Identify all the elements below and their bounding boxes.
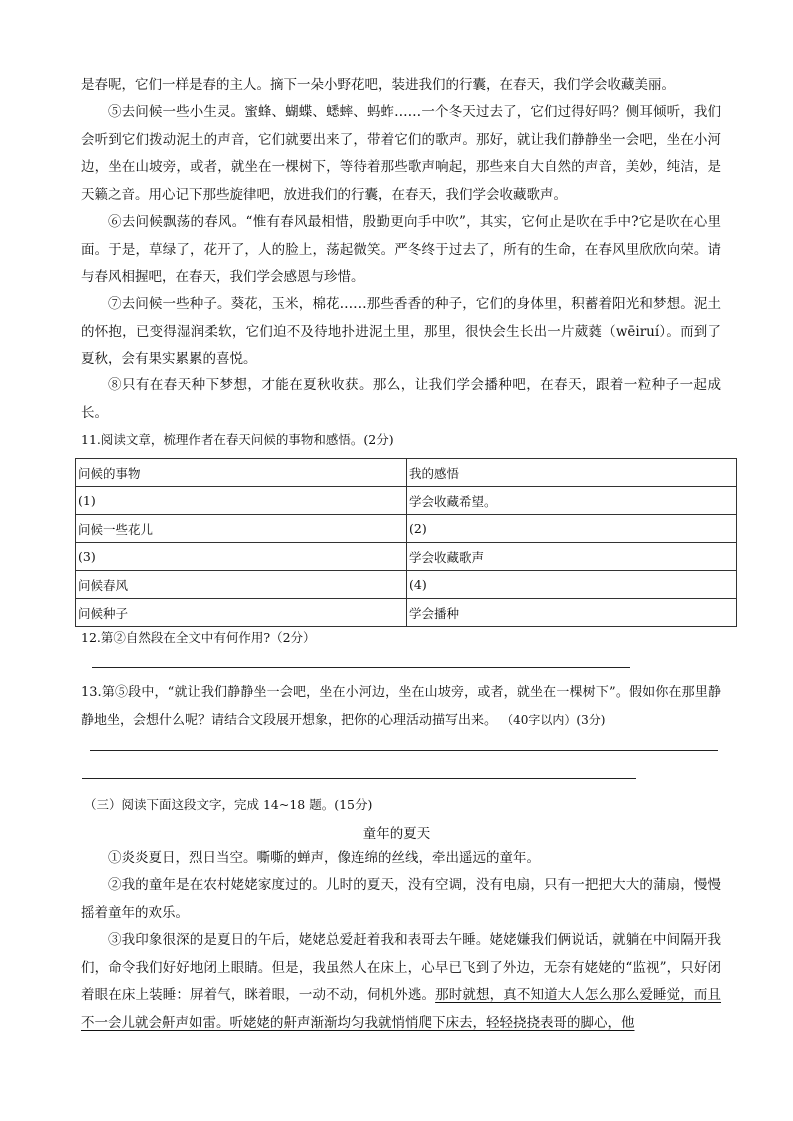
- answer-line-13b[interactable]: [82, 778, 636, 779]
- answer-table: [75, 458, 737, 627]
- paragraph-8: ⑧只有在春天种下梦想，才能在夏秋收获。那么，让我们学会播种吧，在春天，跟着一粒种子一起成长。: [81, 377, 721, 421]
- section-3-header: （三）阅读下面这段文字，完成 14~18 题。(15分): [84, 797, 373, 812]
- table-cell: 问候春风: [76, 571, 407, 599]
- question-13-text: 13.第⑤段中，“就让我们静静坐一会吧，坐在小河边，坐在山坡旁，或者，就坐在一棵树下”。假如你在那里静静地坐，会想什么呢？请结合文段展开想象，把你的心理活动描写出来。: [81, 685, 721, 728]
- table-row: [76, 599, 737, 627]
- table-row: [76, 571, 737, 599]
- table-cell: 问候一些花儿: [76, 515, 407, 543]
- table-row: [76, 487, 737, 515]
- paragraph-s3-2: ②我的童年是在农村姥姥家度过的。儿时的夏天，没有空调，没有电扇，只有一把把大大的蒲扇，慢慢摇着童年的欢乐。: [81, 877, 721, 921]
- underlined-sentence: 那时就想，真不知道大人怎么那么爱睡觉，而且不一会儿就会鼾声如雷。听姥姥的鼾声渐渐均匀我就悄悄爬下床去，轻轻挠挠表哥的脚心，他: [81, 987, 722, 1031]
- table-cell: 问候种子: [76, 599, 407, 627]
- table-cell: 问候的事物: [76, 459, 407, 487]
- question-13-limit: （40字以内）(3分): [501, 712, 606, 727]
- answer-blank-4[interactable]: (4): [407, 571, 737, 599]
- table-cell: 学会播种: [407, 599, 737, 627]
- passage-title: 童年的夏天: [362, 826, 431, 842]
- table-row: [76, 459, 737, 487]
- table-row: [76, 515, 737, 543]
- answer-blank-3[interactable]: (3): [76, 543, 407, 571]
- answer-blank-1[interactable]: (1): [76, 487, 407, 515]
- question-13-prompt: [81, 679, 721, 734]
- table-cell: 学会收藏歌声: [407, 543, 737, 571]
- table-cell: 我的感悟: [407, 459, 737, 487]
- answer-line-13a[interactable]: [90, 750, 718, 751]
- paragraph-s3-3-text: ③我印象很深的是夏日的午后，姥姥总爱赶着我和表哥去午睡。姥姥嫌我们俩说话，就躺在中间隔开我们，命令我们好好地闭上眼睛。但是，我虽然人在床上，心早已飞到了外边，无奈有姥姥的“监视”，只好闭着眼在床上装睡：屏着气，眯着眼，一动不动，伺机外逃。: [81, 932, 721, 1003]
- question-11-prompt: 11.阅读文章，梳理作者在春天问候的事物和感悟。(2分): [81, 432, 394, 447]
- question-12-prompt: 12.第②自然段在全文中有何作用?（2分）: [81, 630, 316, 645]
- answer-line-12[interactable]: [92, 667, 630, 668]
- table-cell: 学会收藏希望。: [407, 487, 737, 515]
- paragraph-7: ⑦去问候一些种子。葵花，玉米，棉花……那些香香的种子，它们的身体里，积蓄着阳光和梦想。泥土的怀抱，已变得湿润柔软，它们迫不及待地扑进泥土里，那里，很快会生长出一片葳蕤（wēiruí）。而到了夏秋，会有果实累累的喜悦。: [81, 296, 721, 367]
- paragraph-5: ⑤去问候一些小生灵。蜜蜂、蝴蝶、蟋蟀、蚂蚱……一个冬天过去了，它们过得好吗？侧耳倾听，我们会听到它们拨动泥土的声音，它们就要出来了，带着它们的歌声。那好，就让我们静静坐一会吧，坐在小河边，坐在山坡旁，或者，就坐在一棵树下，等待着那些歌声响起，那些来自大自然的声音，美妙，纯洁，是天籁之音。用心记下那些旋律吧，放进我们的行囊，在春天，我们学会收藏歌声。: [81, 104, 721, 203]
- paragraph-s3-1: ①炎炎夏日，烈日当空。嘶嘶的蝉声，像连绵的丝线，牵出遥远的童年。: [108, 850, 540, 866]
- passage-continuation: 是春呢，它们一样是春的主人。摘下一朵小野花吧，装进我们的行囊，在春天，我们学会收藏美丽。: [81, 77, 675, 93]
- table-row: [76, 543, 737, 571]
- paragraph-6: ⑥去问候飘荡的春风。“惟有春风最相惜，殷勤更向手中吹”，其实，它何止是吹在手中?它是吹在心里面。于是，草绿了，花开了，人的脸上，荡起微笑。严冬终于过去了，所有的生命，在春风里欣欣向荣。请与春风相握吧，在春天，我们学会感恩与珍惜。: [81, 214, 721, 285]
- answer-blank-2[interactable]: (2): [407, 515, 737, 543]
- paragraph-s3-3: [81, 927, 721, 1037]
